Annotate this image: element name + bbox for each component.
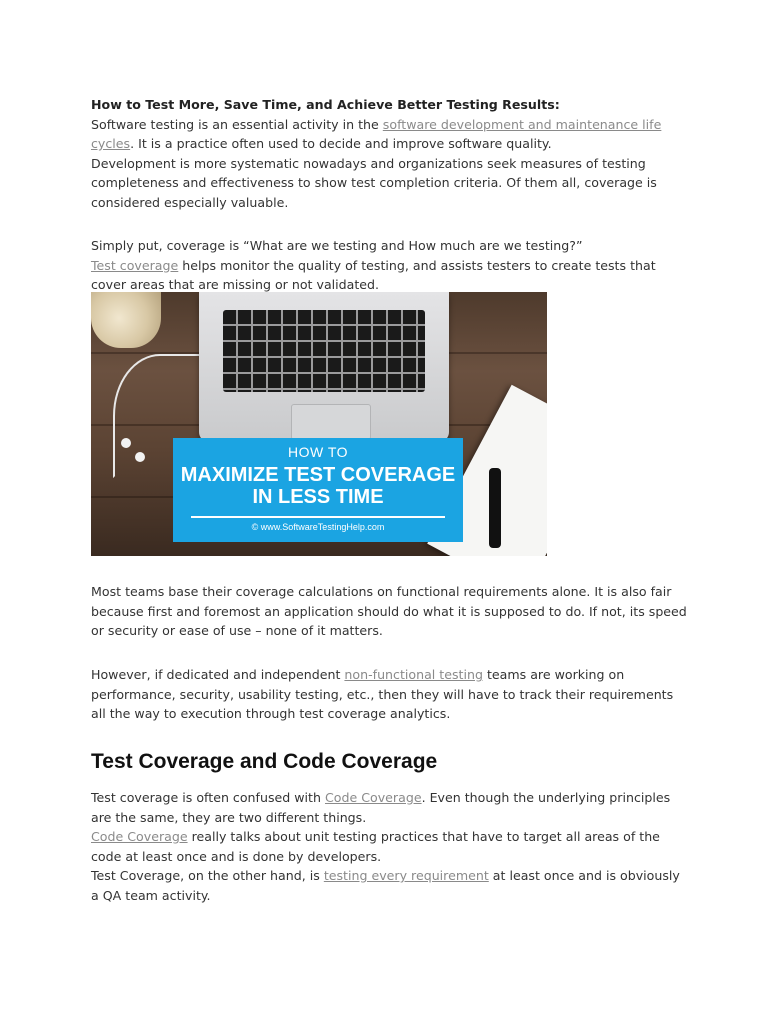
hero-image (91, 292, 547, 556)
earbud-image (121, 438, 131, 448)
intro-text: Software testing is an essential activity in the (91, 116, 383, 132)
nonfunctional-before: However, if dedicated and independent (91, 667, 345, 682)
banner-title-line-2: IN LESS TIME (252, 486, 384, 508)
section-p3-after: at least once and is obviously a QA team activity. (91, 868, 680, 903)
banner-divider (191, 516, 445, 518)
earbud-image (135, 452, 145, 462)
nonfunctional-paragraph (91, 665, 691, 724)
coffee-cup-image (91, 292, 161, 348)
section-p1-after: . Even though the underlying principles are the same, they are two different things. (91, 790, 671, 825)
definition-paragraph (91, 256, 691, 295)
section-heading: Test Coverage and Code Coverage (91, 750, 438, 773)
section-body (91, 788, 691, 905)
banner-title-line-1: MAXIMIZE TEST COVERAGE (180, 464, 456, 486)
development-paragraph: Development is more systematic nowadays and organizations seek measures of testing completeness and effectiveness to show test completion criteria. Of them all, coverage is considered especially valuable. (91, 155, 657, 210)
definition-block (91, 236, 691, 295)
intro-block (91, 95, 691, 212)
code-coverage-link-1[interactable]: Code Coverage (324, 790, 422, 805)
laptop-image (199, 292, 449, 442)
non-functional-testing-link[interactable]: non-functional testing (344, 667, 483, 682)
functional-text: Most teams base their coverage calculations on functional requirements alone. It is also fair because first and foremost an application should do what it is supposed to do. If not, its speed or security or ease of use – none of it matters. (91, 584, 687, 638)
testing-every-requirement-link[interactable]: testing every requirement (323, 868, 489, 883)
banner-kicker: HOW TO (287, 444, 349, 460)
intro-paragraph (91, 115, 691, 154)
test-coverage-link[interactable]: Test coverage (91, 257, 179, 273)
banner-credit: © www.SoftwareTestingHelp.com (251, 522, 385, 532)
hero-banner (173, 438, 463, 542)
functional-paragraph (91, 582, 691, 641)
intro-text-after: . It is a practice often used to decide and improve software quality. (130, 136, 552, 151)
section-p1-before: Test coverage is often confused with (91, 790, 325, 805)
intro-heading: How to Test More, Save Time, and Achieve Better Testing Results: (91, 97, 560, 112)
sdlc-link[interactable]: software development and maintenance life cycles (91, 116, 662, 151)
section-p3-before: Test Coverage, on the other hand, is (91, 868, 324, 883)
code-coverage-link-2[interactable]: Code Coverage (91, 829, 188, 844)
section-paragraph-1 (91, 788, 691, 827)
trackpad-image (291, 404, 371, 440)
pen-image (489, 468, 501, 548)
keyboard-image (223, 310, 425, 392)
nonfunctional-text (91, 665, 691, 724)
definition-question: Simply put, coverage is “What are we testing and How much are we testing?” (91, 238, 583, 253)
nonfunctional-after: teams are working on performance, security, usability testing, etc., then they will have to track their requirements all the way to execution through test coverage analytics. (91, 667, 674, 721)
section-paragraph-2 (91, 827, 691, 866)
section-p2-after: really talks about unit testing practices that have to target all areas of the code at least once and is done by developers. (91, 829, 660, 864)
definition-text: helps monitor the quality of testing, and assists testers to create tests that cover areas that are missing or not validated. (91, 257, 656, 292)
section-paragraph-3 (91, 866, 691, 905)
